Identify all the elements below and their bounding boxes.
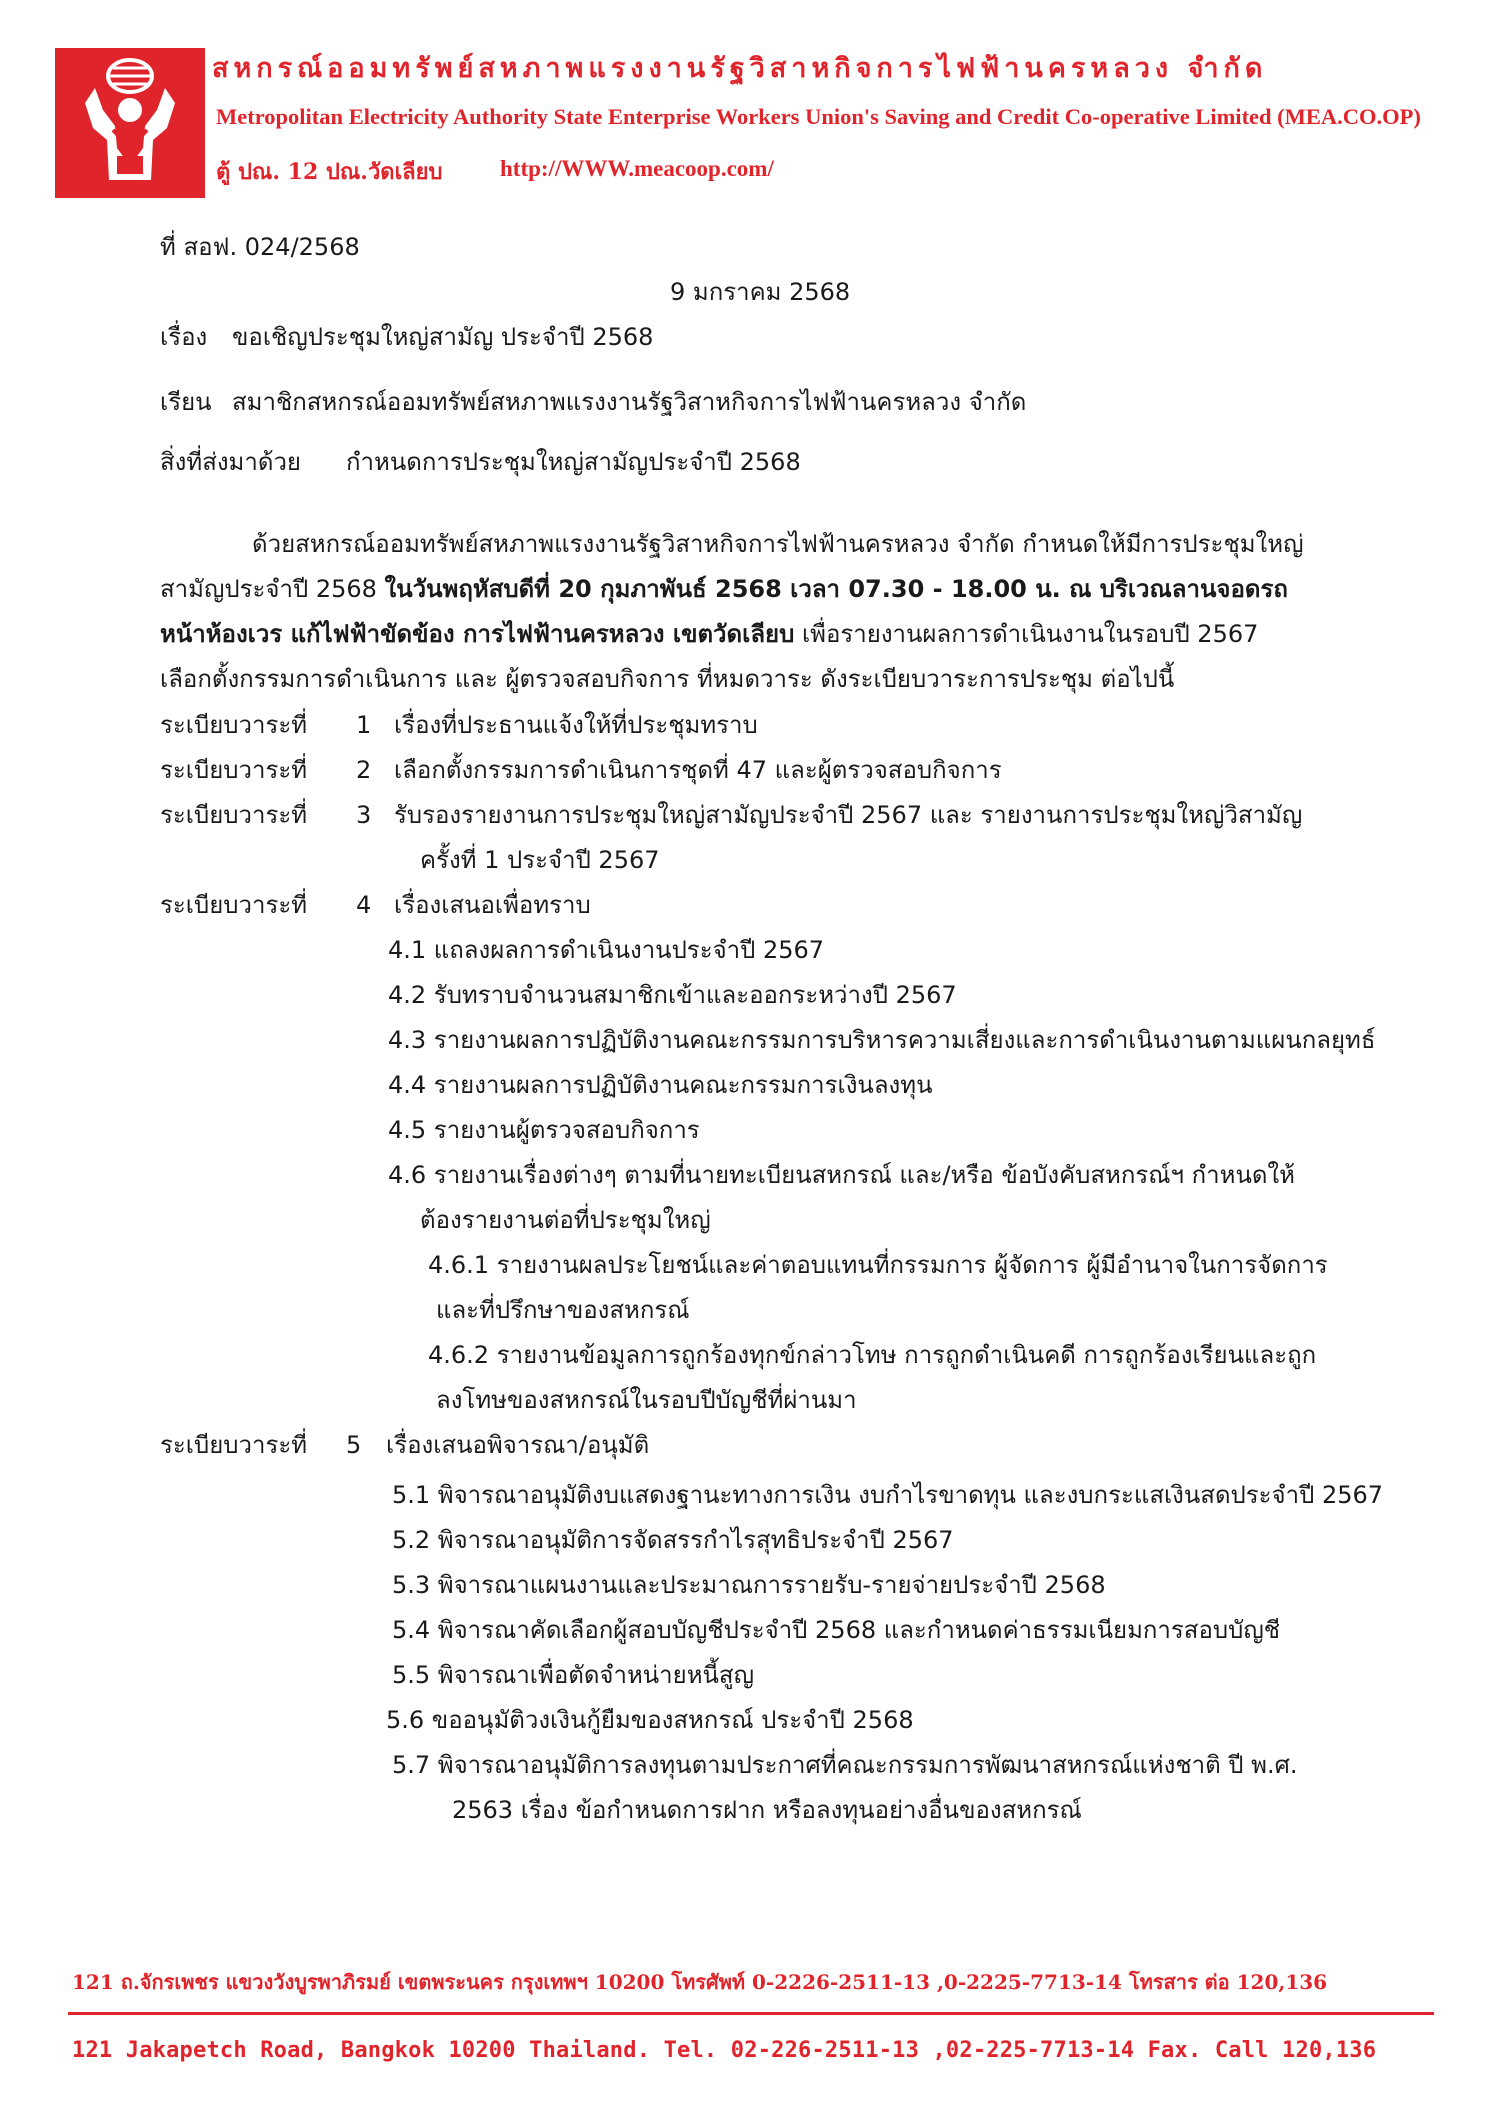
- agenda-number: 1: [356, 711, 372, 739]
- agenda-item-1: เรื่องที่ประธานแจ้งให้ที่ประชุมทราบ: [394, 711, 758, 739]
- agenda-sub-item: 5.7 พิจารณาอนุมัติการลงทุนตามประกาศที่คณะกรรมการพัฒนาสหกรณ์แห่งชาติ ปี พ.ศ.: [392, 1751, 1298, 1779]
- intro-line-3-b: เพื่อรายงานผลการดำเนินงานในรอบปี 2567: [794, 620, 1259, 648]
- agenda-item-4: เรื่องเสนอเพื่อทราบ: [394, 891, 591, 919]
- footer-address-thai: 121 ถ.จักรเพชร แขวงวังบูรพาภิรมย์ เขตพระนคร กรุงเทพฯ 10200 โทรศัพท์ 0-2226-2511-13 ,0-2225-7713-14 โทรสาร ต่อ 120,136: [72, 1970, 1328, 1994]
- agenda-sub-item-cont: ต้องรายงานต่อที่ประชุมใหญ่: [420, 1206, 711, 1234]
- enclosure-text: กำหนดการประชุมใหญ่สามัญประจำปี 2568: [346, 448, 801, 476]
- agenda-label: ระเบียบวาระที่: [160, 891, 308, 919]
- reference-number: ที่ สอฟ. 024/2568: [160, 233, 360, 261]
- recipient-label: เรียน: [160, 388, 212, 416]
- agenda-sub-item: 5.3 พิจารณาแผนงานและประมาณการรายรับ-รายจ่ายประจำปี 2568: [392, 1571, 1106, 1599]
- agenda-sub-item: 4.4 รายงานผลการปฏิบัติงานคณะกรรมการเงินลงทุน: [388, 1071, 933, 1099]
- intro-line-2-a: สามัญประจำปี 2568: [160, 575, 385, 603]
- po-box: ตู้ ปณ. 12 ปณ.วัดเลียบ: [216, 159, 443, 185]
- agenda-label: ระเบียบวาระที่: [160, 711, 308, 739]
- agenda-sub-item: 5.4 พิจารณาคัดเลือกผู้สอบบัญชีประจำปี 2568 และกำหนดค่าธรรมเนียมการสอบบัญชี: [392, 1616, 1281, 1644]
- agenda-item-2: เลือกตั้งกรรมการดำเนินการชุดที่ 47 และผู้ตรวจสอบกิจการ: [394, 756, 1002, 784]
- subject-label: เรื่อง: [160, 323, 208, 351]
- org-logo: [55, 48, 205, 198]
- agenda-sub-item: 4.2 รับทราบจำนวนสมาชิกเข้าและออกระหว่างปี 2567: [388, 981, 957, 1009]
- meeting-location: หน้าห้องเวร แก้ไฟฟ้าขัดข้อง การไฟฟ้านครหลวง เขตวัดเลียบ: [160, 620, 795, 648]
- intro-paragraph: [160, 522, 1370, 702]
- agenda-sub-sub-item: 4.6.1 รายงานผลประโยชน์และค่าตอบแทนที่กรรมการ ผู้จัดการ ผู้มีอำนาจในการจัดการ: [428, 1251, 1328, 1279]
- agenda-sub-item: 5.5 พิจารณาเพื่อตัดจำหน่ายหนี้สูญ: [392, 1661, 755, 1689]
- agenda-sub-item: 4.5 รายงานผู้ตรวจสอบกิจการ: [388, 1116, 700, 1144]
- website-link[interactable]: http://WWW.meacoop.com/: [500, 156, 774, 181]
- agenda-item-5: เรื่องเสนอพิจารณา/อนุมัติ: [386, 1431, 650, 1459]
- agenda-item-3: รับรองรายงานการประชุมใหญ่สามัญประจำปี 2567 และ รายงานการประชุมใหญ่วิสามัญ: [394, 801, 1303, 829]
- agenda-sub-item: 4.1 แถลงผลการดำเนินงานประจำปี 2567: [388, 936, 825, 964]
- agenda-item-3-cont: ครั้งที่ 1 ประจำปี 2567: [420, 846, 660, 874]
- agenda-sub-sub-item-cont: ลงโทษของสหกรณ์ในรอบปีบัญชีที่ผ่านมา: [436, 1386, 857, 1414]
- org-name-thai: สหกรณ์ออมทรัพย์สหภาพแรงงานรัฐวิสาหกิจการไฟฟ้านครหลวง จำกัด: [212, 53, 1268, 84]
- agenda-label: ระเบียบวาระที่: [160, 1431, 308, 1459]
- org-name-english: Metropolitan Electricity Authority State Enterprise Workers Union's Saving and Credit Co-operative Limited (MEA.CO.OP): [216, 104, 1421, 129]
- agenda-number: 2: [356, 756, 372, 784]
- agenda-label: ระเบียบวาระที่: [160, 801, 308, 829]
- footer-address-english: 121 Jakapetch Road, Bangkok 10200 Thailand. Tel. 02-226-2511-13 ,02-225-7713-14 Fax. Call 120,136: [72, 2038, 1377, 2063]
- letter-date: 9 มกราคม 2568: [670, 278, 851, 306]
- intro-line-4: เลือกตั้งกรรมการดำเนินการ และ ผู้ตรวจสอบกิจการ ที่หมดวาระ ดังระเบียบวาระการประชุม ต่อไปนี้: [160, 665, 1175, 693]
- agenda-sub-item: 5.6 ขออนุมัติวงเงินกู้ยืมของสหกรณ์ ประจำปี 2568: [386, 1706, 914, 1734]
- subject-text: ขอเชิญประชุมใหญ่สามัญ ประจำปี 2568: [232, 323, 654, 351]
- agenda-sub-sub-item-cont: และที่ปรึกษาของสหกรณ์: [436, 1296, 690, 1324]
- agenda-sub-item-cont: 2563 เรื่อง ข้อกำหนดการฝาก หรือลงทุนอย่างอื่นของสหกรณ์: [452, 1796, 1082, 1824]
- recipient-text: สมาชิกสหกรณ์ออมทรัพย์สหภาพแรงงานรัฐวิสาหกิจการไฟฟ้านครหลวง จำกัด: [232, 388, 1027, 416]
- org-logo-icon: [55, 48, 205, 198]
- intro-line-1: ด้วยสหกรณ์ออมทรัพย์สหภาพแรงงานรัฐวิสาหกิจการไฟฟ้านครหลวง จำกัด กำหนดให้มีการประชุมใหญ่: [252, 530, 1304, 558]
- agenda-sub-item: 5.2 พิจารณาอนุมัติการจัดสรรกำไรสุทธิประจำปี 2567: [392, 1526, 954, 1554]
- agenda-label: ระเบียบวาระที่: [160, 756, 308, 784]
- agenda-number: 4: [356, 891, 372, 919]
- agenda-number: 5: [346, 1431, 362, 1459]
- agenda-sub-sub-item: 4.6.2 รายงานข้อมูลการถูกร้องทุกข์กล่าวโทษ การถูกดำเนินคดี การถูกร้องเรียนและถูก: [428, 1341, 1317, 1369]
- agenda-sub-item: 4.3 รายงานผลการปฏิบัติงานคณะกรรมการบริหารความเสี่ยงและการดำเนินงานตามแผนกลยุทธ์: [388, 1026, 1376, 1054]
- meeting-date-time: ในวันพฤหัสบดีที่ 20 กุมภาพันธ์ 2568 เวลา 07.30 - 18.00 น. ณ บริเวณลานจอดรถ: [384, 575, 1288, 603]
- intro-line-2: [160, 567, 1370, 612]
- agenda-sub-item: 4.6 รายงานเรื่องต่างๆ ตามที่นายทะเบียนสหกรณ์ และ/หรือ ข้อบังคับสหกรณ์ฯ กำหนดให้: [388, 1161, 1295, 1189]
- footer-divider: [68, 2012, 1434, 2015]
- agenda-sub-item: 5.1 พิจารณาอนุมัติงบแสดงฐานะทางการเงิน งบกำไรขาดทุน และงบกระแสเงินสดประจำปี 2567: [392, 1481, 1384, 1509]
- intro-line-3: [160, 612, 1370, 657]
- agenda-number: 3: [356, 801, 372, 829]
- enclosure-label: สิ่งที่ส่งมาด้วย: [160, 448, 301, 476]
